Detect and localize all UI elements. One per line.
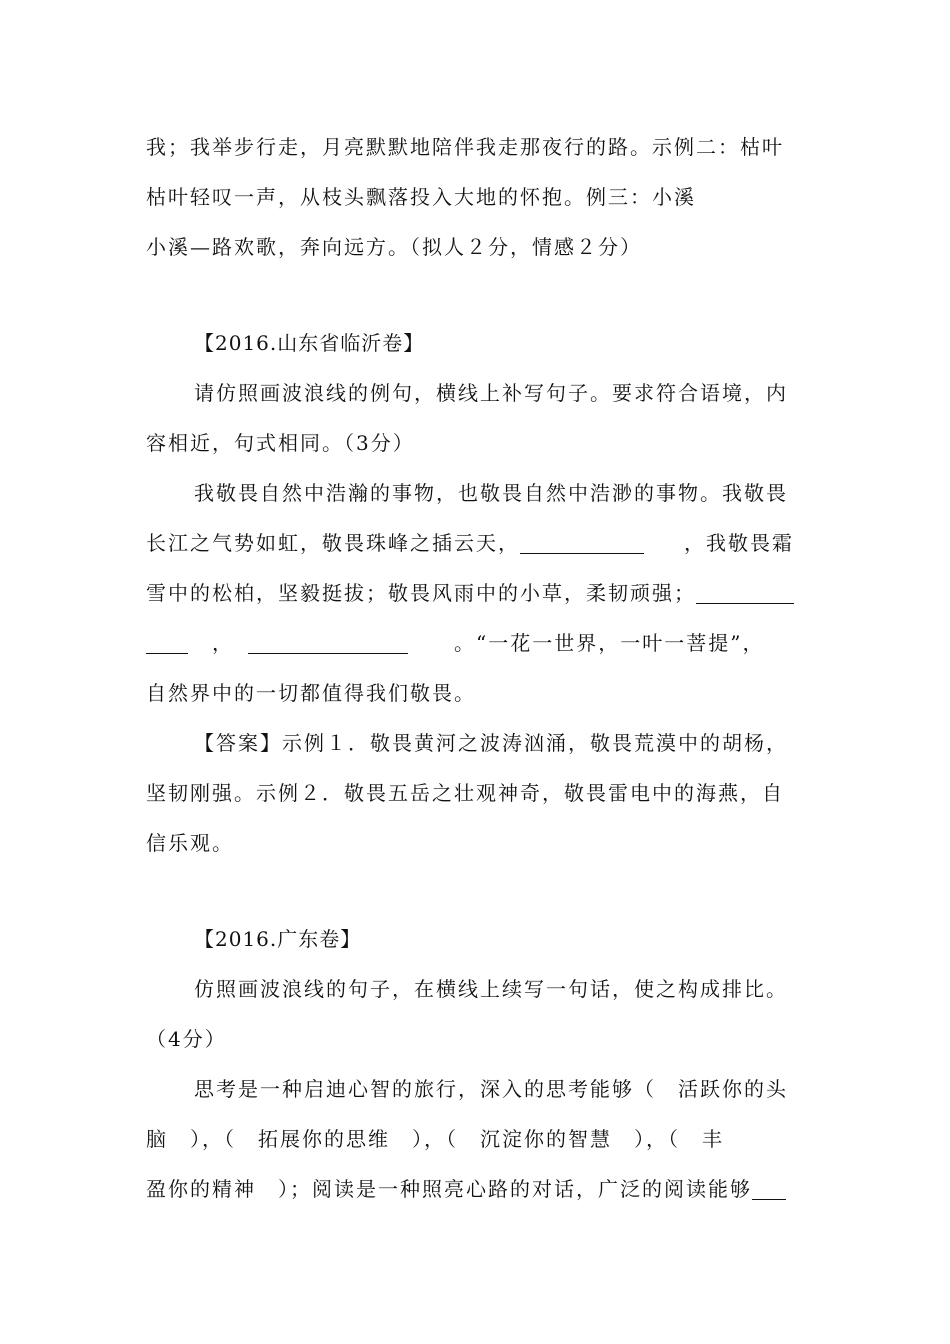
fill-blank[interactable] — [520, 527, 644, 554]
answer-line: 信乐观。 — [146, 831, 234, 855]
answer-line: 【答案】示例１．敬畏黄河之波涛汹涌，敬畏荒漠中的胡杨， — [194, 731, 788, 755]
question-prompt-line: 容相近，句式相同。（3分） — [146, 431, 415, 455]
text-segment: ， — [212, 631, 234, 655]
text-segment: 长江之气势如虹，敬畏珠峰之插云天， — [146, 531, 520, 555]
text-segment: 。“一花一世界，一叶一菩提”， — [454, 631, 765, 655]
question-prompt-line: （4分） — [146, 1027, 227, 1051]
fill-blank[interactable] — [248, 627, 408, 654]
question-text-line — [146, 518, 806, 568]
question-text-line: 自然界中的一切都值得我们敬畏。 — [146, 681, 476, 705]
question-text-line: 思考是一种启迪心智的旅行，深入的思考能够（ 活跃你的头 — [194, 1077, 788, 1101]
question-text-line — [146, 618, 806, 668]
question-text-line — [146, 568, 806, 618]
answer-text-line: 枯叶轻叹一声，从枝头飘落投入大地的怀抱。例三：小溪 — [146, 185, 696, 209]
question-text-line — [146, 1164, 806, 1214]
fill-blank[interactable] — [696, 577, 794, 604]
question-heading: 【2016.山东省临沂卷】 — [194, 331, 425, 355]
text-segment: 盈你的精神 ）；阅读是一种照亮心路的对话，广泛的阅读能够 — [146, 1177, 752, 1201]
section-gap — [146, 272, 806, 318]
section-gap — [146, 868, 806, 914]
question-text-line: 我敬畏自然中浩瀚的事物，也敬畏自然中浩渺的事物。我敬畏 — [194, 481, 788, 505]
answer-text-line: 小溪—路欢歌，奔向远方。（拟人２分，情感２分） — [146, 235, 642, 259]
fill-blank[interactable] — [146, 627, 188, 654]
text-segment: ，我敬畏霜 — [684, 531, 794, 555]
question-text-line: 脑 ），（ 拓展你的思维 ），（ 沉淀你的智慧 ），（ 丰 — [146, 1127, 724, 1151]
fill-blank[interactable] — [752, 1173, 786, 1200]
answer-line: 坚韧刚强。示例２．敬畏五岳之壮观神奇，敬畏雷电中的海燕，自 — [146, 781, 784, 805]
question-prompt-line: 请仿照画波浪线的例句，横线上补写句子。要求符合语境，内 — [194, 381, 788, 405]
document-page — [146, 122, 806, 1214]
answer-text-line: 我；我举步行走，月亮默默地陪伴我走那夜行的路。示例二：枯叶 — [146, 135, 784, 159]
text-segment: 雪中的松柏，坚毅挺拔；敬畏风雨中的小草，柔韧顽强； — [146, 581, 696, 605]
question-heading: 【2016.广东卷】 — [194, 927, 362, 951]
question-prompt-line: 仿照画波浪线的句子，在横线上续写一句话，使之构成排比。 — [194, 977, 788, 1001]
